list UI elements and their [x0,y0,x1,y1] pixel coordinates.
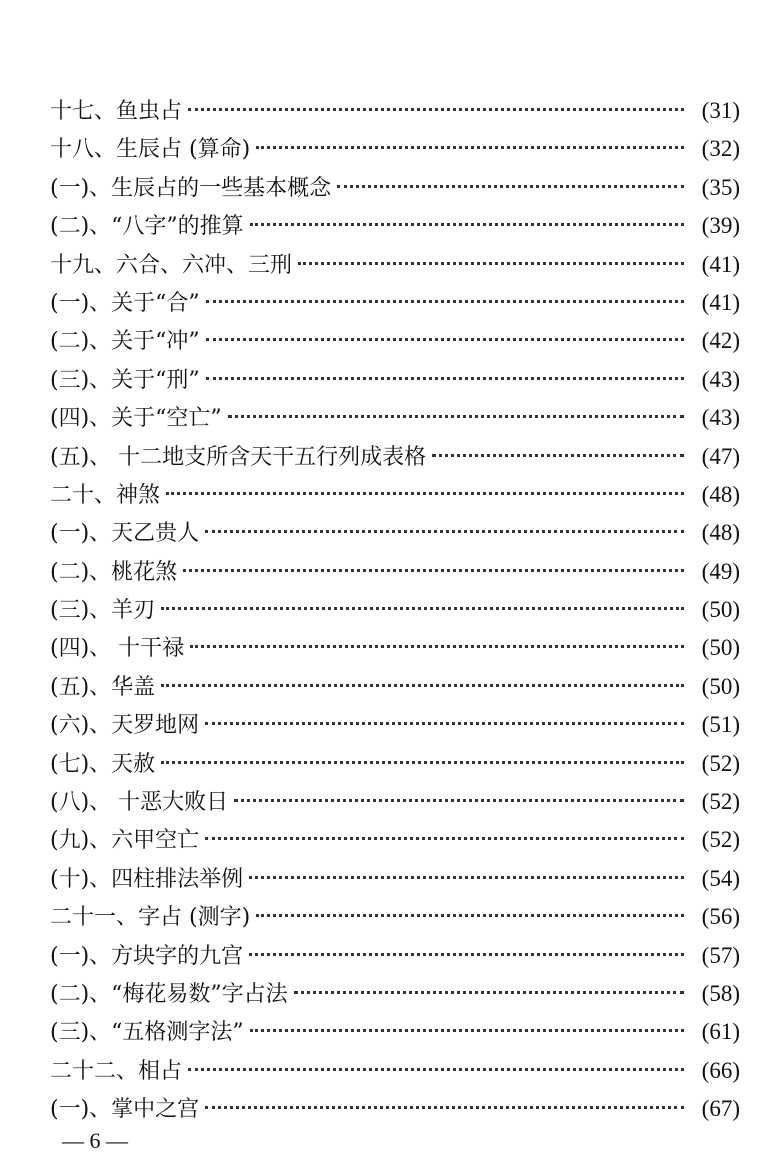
toc-entry [50,1052,740,1090]
toc-entry-page: (41) [701,289,740,315]
toc-entry-page: (61) [701,1019,740,1045]
dot-leader [432,454,684,457]
dot-leader [161,684,684,687]
toc-entry-title: (五)、华盖 [50,674,156,700]
toc-entry-title: (九)、六甲空亡 [50,828,200,854]
dot-leader [249,876,684,879]
toc-entry [50,169,740,207]
toc-entry-title: (五)、 十二地支所含天干五行列成表格 [50,444,427,470]
toc-entry-page: (32) [701,136,740,162]
toc-entry-title: 十八、生辰占 (算命) [50,137,251,163]
dot-leader [188,108,684,111]
toc-entry-page: (39) [701,213,740,239]
dot-leader [205,530,684,533]
toc-entry-title: (一)、掌中之宫 [50,1097,200,1123]
toc-entry-page: (52) [701,789,740,815]
dot-leader [256,914,684,917]
toc-entry-title: 十九、六合、六冲、三刑 [50,252,293,278]
toc-entry-title: (一)、生辰占的一些基本概念 [50,175,332,201]
toc-entry-page: (48) [701,520,740,546]
toc-entry [50,1090,740,1128]
toc-entry-title: (十)、四柱排法举例 [50,866,244,892]
toc-entry [50,246,740,284]
dot-leader [298,262,684,265]
page-number: — 6 — [62,1128,128,1153]
toc-entry-page: (58) [701,980,740,1006]
dot-leader [166,492,684,495]
dot-leader [161,761,684,764]
toc-entry-title: 二十二、相占 [50,1058,183,1084]
toc-entry-page: (35) [701,174,740,200]
dot-leader [228,415,684,418]
toc-entry-page: (54) [701,865,740,891]
dot-leader [250,1029,684,1032]
toc-entry-title: (二)、“八字”的推算 [50,214,244,240]
dot-leader [161,607,684,610]
dot-leader [206,377,684,380]
toc-entry-title: (八)、 十恶大败日 [50,790,229,816]
dot-leader [249,953,684,956]
toc-entry-title: 十七、鱼虫占 [50,99,183,124]
toc-entry-page: (43) [701,405,740,431]
toc-entry [50,783,740,821]
toc-entry-page: (50) [701,597,740,623]
toc-entry [50,821,740,859]
toc-entry-page: (51) [701,712,740,738]
toc-entry [50,860,740,898]
dot-leader [205,837,684,840]
toc-entry [50,553,740,591]
toc-entry-page: (57) [701,942,740,968]
toc-entry-title: (三)、“五格测字法” [50,1020,244,1046]
toc-entry [50,361,740,399]
toc-entry [50,207,740,245]
toc-entry [50,130,740,168]
dot-leader [183,569,684,572]
dot-leader [256,146,684,149]
toc-entry-page: (56) [701,904,740,930]
dot-leader [205,1106,684,1109]
toc-entry [50,668,740,706]
dot-leader [206,300,684,303]
toc-entry-title: (三)、羊刃 [50,598,156,624]
toc-entry-page: (42) [701,328,740,354]
dot-leader [190,645,684,648]
dot-leader [234,799,684,802]
table-of-contents [50,92,740,1129]
toc-entry-page: (47) [701,443,740,469]
toc-entry-title: (七)、天赦 [50,751,156,777]
toc-entry-page: (48) [701,481,740,507]
toc-entry [50,1013,740,1051]
toc-entry-title: (二)、“梅花易数”字占法 [50,981,288,1007]
toc-entry-page: (67) [701,1096,740,1122]
toc-entry [50,284,740,322]
toc-entry [50,322,740,360]
toc-entry [50,438,740,476]
toc-entry [50,745,740,783]
toc-entry-page: (52) [701,750,740,776]
toc-entry-page: (49) [701,558,740,584]
toc-entry-title: 二十一、字占 (测字) [50,905,251,931]
toc-entry [50,476,740,514]
toc-entry-page: (52) [701,827,740,853]
dot-leader [206,338,684,341]
toc-entry [50,514,740,552]
toc-entry-title: (六)、天罗地网 [50,713,200,739]
toc-entry-title: (一)、天乙贵人 [50,521,200,547]
toc-entry [50,92,740,130]
toc-entry-title: (二)、桃花煞 [50,559,178,585]
toc-entry-title: (四)、 十干禄 [50,636,185,662]
toc-entry [50,591,740,629]
toc-entry-title: (四)、关于“空亡” [50,406,222,432]
toc-entry [50,399,740,437]
toc-entry-page: (66) [701,1057,740,1083]
toc-entry [50,706,740,744]
toc-entry-title: (一)、方块字的九宫 [50,943,244,969]
toc-entry-page: (50) [701,635,740,661]
dot-leader [337,185,684,188]
toc-entry [50,629,740,667]
dot-leader [205,722,684,725]
toc-entry-title: 二十、神煞 [50,482,161,508]
toc-entry-page: (50) [701,673,740,699]
toc-entry-title: (三)、关于“刑” [50,367,200,393]
toc-entry-title: (二)、关于“冲” [50,329,200,355]
toc-entry [50,937,740,975]
dot-leader [250,223,684,226]
toc-entry [50,975,740,1013]
dot-leader [188,1068,684,1071]
toc-entry [50,898,740,936]
toc-entry-page: (31) [701,98,740,123]
toc-entry-page: (43) [701,366,740,392]
toc-entry-title: (一)、关于“合” [50,290,200,316]
toc-entry-page: (41) [701,251,740,277]
dot-leader [294,991,684,994]
